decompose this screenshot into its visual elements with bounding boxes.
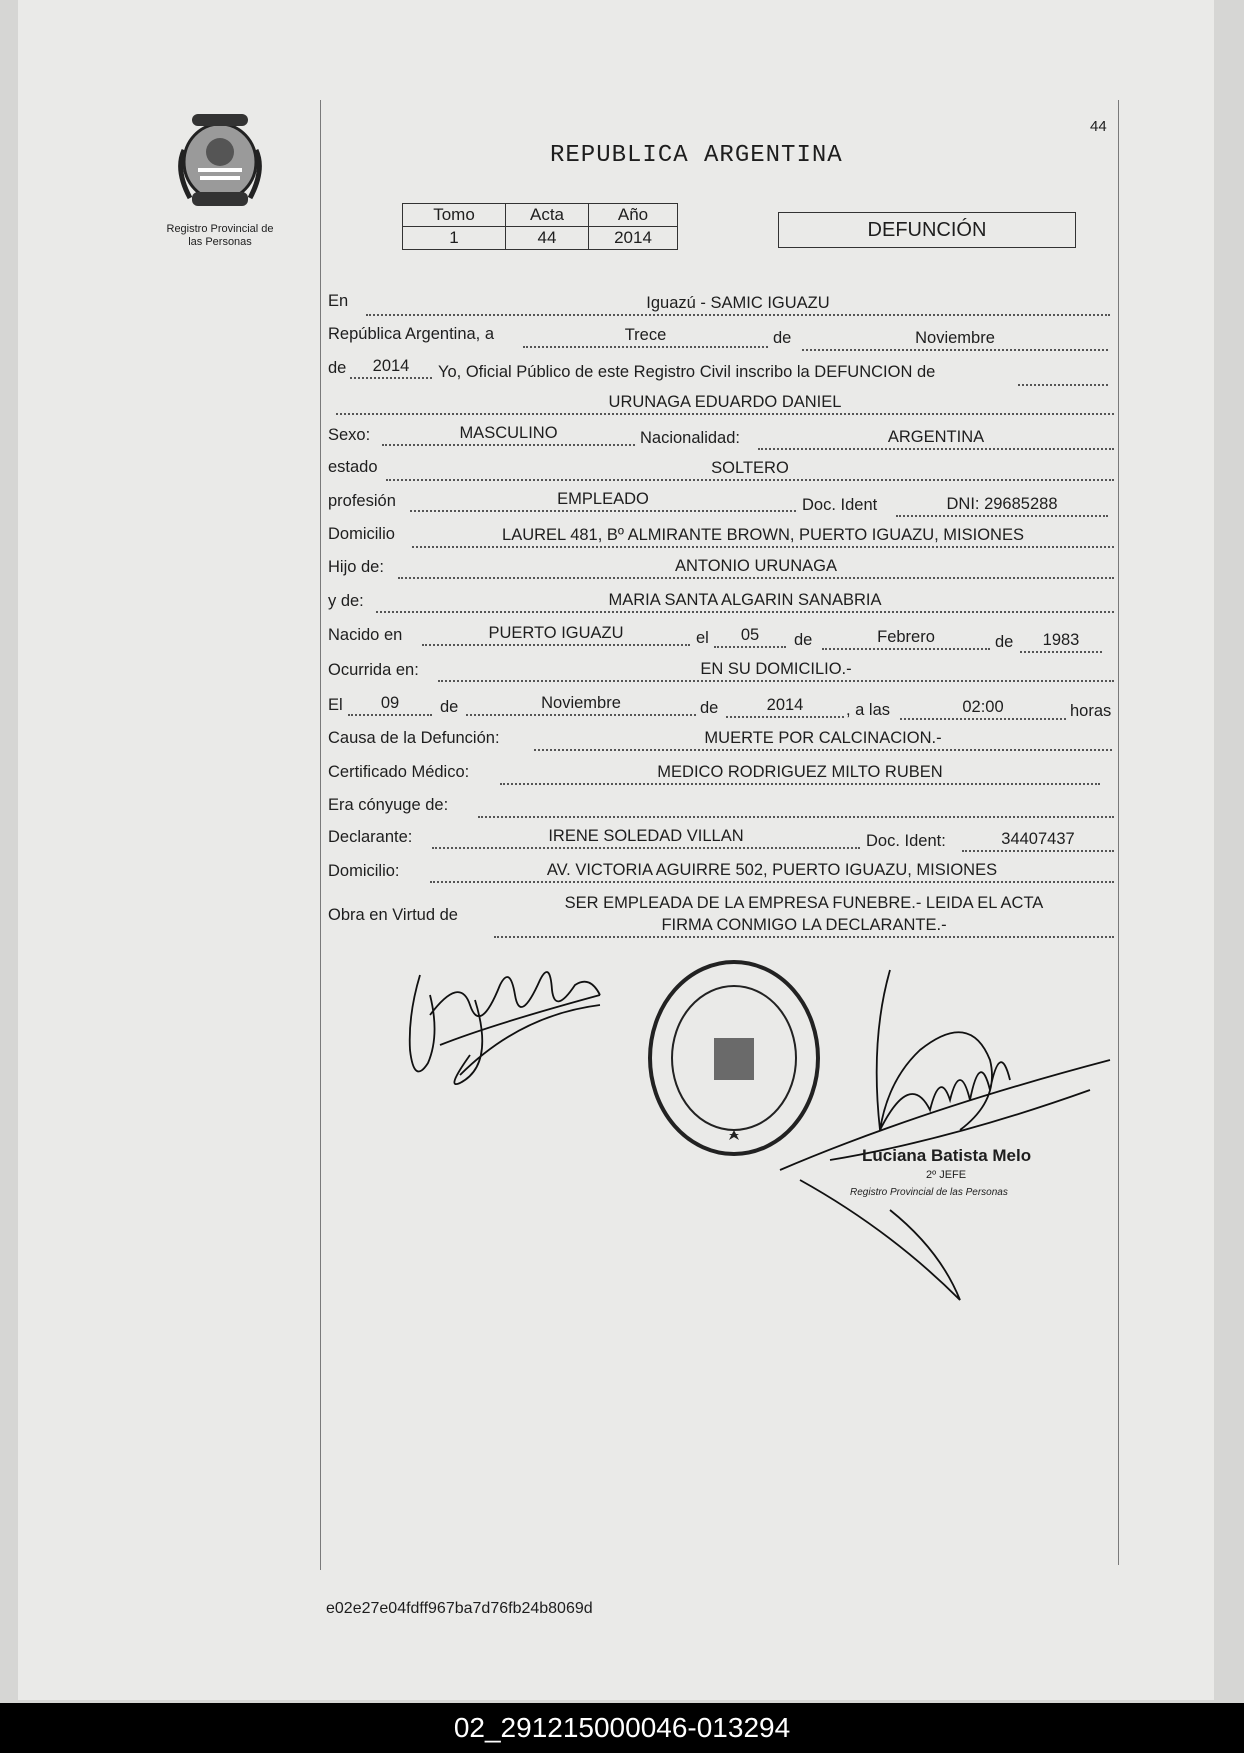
- de2-label: de: [328, 359, 347, 377]
- registry-name: Registro Provincial de las Personas: [166, 223, 274, 248]
- acta-header: Acta: [506, 204, 589, 227]
- yde-label: y de:: [328, 592, 364, 610]
- declarante-field: IRENE SOLEDAD VILLAN: [432, 827, 860, 849]
- nac-anio-field: 1983: [1020, 631, 1102, 653]
- nacionalidad-label: Nacionalidad:: [640, 429, 740, 447]
- declarant-signature: [400, 955, 620, 1105]
- inscribo-text: Yo, Oficial Público de este Registro Civil inscribo la DEFUNCION de: [438, 363, 936, 381]
- document-hash: e02e27e04fdff967ba7d76fb24b8069d: [326, 1600, 593, 1617]
- misiones-crest-logo: [170, 110, 270, 210]
- decl-domicilio-field: AV. VICTORIA AGUIRRE 502, PUERTO IGUAZU, MISIONES: [430, 861, 1114, 883]
- record-type-box: DEFUNCIÓN: [778, 212, 1076, 248]
- el2-label: El: [328, 696, 343, 714]
- el-label: el: [696, 629, 709, 647]
- def-de-label: de: [440, 698, 459, 716]
- yde-field: MARIA SANTA ALGARIN SANABRIA: [376, 591, 1114, 613]
- tomo-header: Tomo: [403, 204, 506, 227]
- acta-value: 44: [506, 227, 589, 250]
- horas-label: horas: [1070, 702, 1112, 720]
- dia-field: Trece: [523, 326, 768, 348]
- def-mes-field: Noviembre: [466, 694, 696, 716]
- def-dia-field: 09: [348, 694, 432, 716]
- conyuge-field: [478, 796, 1114, 818]
- estado-field: SOLTERO: [386, 459, 1114, 481]
- alas-label: , a las: [846, 701, 891, 719]
- document-id-bar: 02_291215000046-013294: [0, 1703, 1244, 1753]
- record-id-table: [402, 203, 678, 250]
- en-label: En: [328, 292, 349, 310]
- hijo-label: Hijo de:: [328, 558, 384, 576]
- obra-line2: FIRMA CONMIGO LA DECLARANTE.-: [494, 916, 1114, 938]
- officer-org: Registro Provincial de las Personas: [850, 1187, 1008, 1198]
- nacionalidad-field: ARGENTINA: [758, 428, 1114, 450]
- en-field: Iguazú - SAMIC IGUAZU: [366, 294, 1110, 316]
- nac-mes-field: Febrero: [822, 628, 990, 650]
- nac-de2-label: de: [995, 633, 1014, 651]
- def-de2-label: de: [700, 699, 719, 717]
- decl-doc-field: 34407437: [962, 830, 1114, 852]
- anio-field: 2014: [350, 357, 432, 379]
- officer-name: Luciana Batista Melo: [862, 1146, 1032, 1165]
- decl-doc-label: Doc. Ident:: [866, 832, 946, 850]
- nac-de-label: de: [794, 631, 813, 649]
- hora-field: 02:00: [900, 698, 1066, 720]
- nombre-field: URUNAGA EDUARDO DANIEL: [336, 393, 1114, 415]
- def-anio-field: 2014: [726, 696, 844, 718]
- decl-domicilio-label: Domicilio:: [328, 862, 400, 880]
- doc-label: Doc. Ident: [802, 496, 878, 514]
- certificado-field: MEDICO RODRIGUEZ MILTO RUBEN: [500, 763, 1100, 785]
- obra-label: Obra en Virtud de: [328, 906, 458, 924]
- conyuge-label: Era cónyuge de:: [328, 796, 449, 814]
- sexo-label: Sexo:: [328, 426, 371, 444]
- nacido-field: PUERTO IGUAZU: [422, 624, 690, 646]
- profesion-label: profesión: [328, 492, 396, 510]
- profesion-field: EMPLEADO: [410, 490, 796, 512]
- inscribo-tail-field: [1018, 364, 1108, 386]
- right-margin-line: [1118, 100, 1119, 1565]
- left-margin-line: [320, 100, 321, 1570]
- country-title: REPUBLICA ARGENTINA: [550, 142, 843, 169]
- nacido-label: Nacido en: [328, 626, 403, 644]
- hijo-field: ANTONIO URUNAGA: [398, 557, 1114, 579]
- de-label: de: [773, 329, 792, 347]
- sexo-field: MASCULINO: [382, 424, 635, 446]
- certificado-label: Certificado Médico:: [328, 763, 470, 781]
- anio-value: 2014: [589, 227, 678, 250]
- tomo-value: 1: [403, 227, 506, 250]
- doc-field: DNI: 29685288: [896, 495, 1108, 517]
- declarante-label: Declarante:: [328, 828, 413, 846]
- ocurrida-label: Ocurrida en:: [328, 661, 419, 679]
- officer-signature: [770, 950, 1120, 1310]
- obra-line1: SER EMPLEADA DE LA EMPRESA FUNEBRE.- LEIDA EL ACTA: [564, 894, 1044, 912]
- nac-dia-field: 05: [714, 626, 786, 648]
- officer-role: 2º JEFE: [926, 1169, 967, 1181]
- estado-label: estado: [328, 458, 378, 476]
- causa-field: MUERTE POR CALCINACION.-: [534, 729, 1112, 751]
- anio-header: Año: [589, 204, 678, 227]
- causa-label: Causa de la Defunción:: [328, 729, 500, 747]
- domicilio-label: Domicilio: [328, 525, 395, 543]
- mes-field: Noviembre: [802, 329, 1108, 351]
- republica-label: República Argentina, a: [328, 325, 495, 343]
- page-number: 44: [1090, 118, 1107, 135]
- ocurrida-field: EN SU DOMICILIO.-: [438, 660, 1114, 682]
- domicilio-field: LAUREL 481, Bº ALMIRANTE BROWN, PUERTO IGUAZU, MISIONES: [412, 526, 1114, 548]
